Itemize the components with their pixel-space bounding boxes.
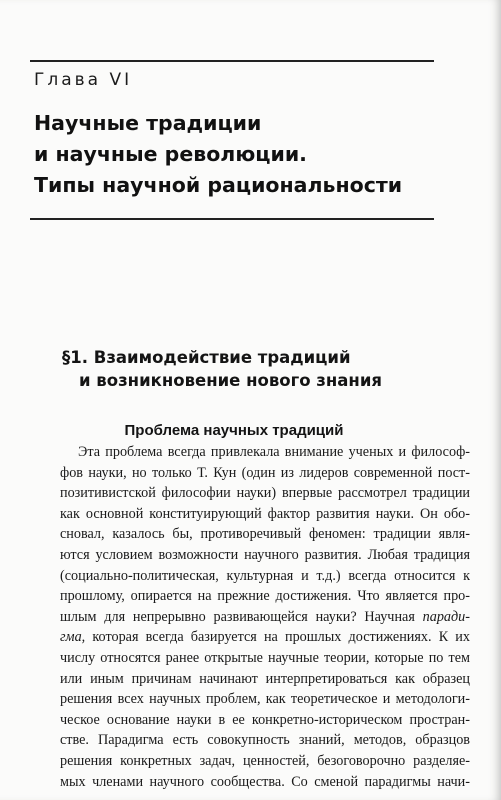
body-line: как основной конституирующий фактор развития науки. Он обо- — [60, 505, 470, 522]
body-line-text: которая всегда базируется на прошлых достижениях. К их — [85, 629, 470, 646]
chapter-title — [34, 108, 454, 201]
body-line: мых членами научного сообщества. Со сменой парадигмы начи- — [60, 773, 470, 790]
subsection-title: Проблема научных традиций — [124, 422, 344, 439]
body-line: (социально-политическая, культурная и т.д.) всегда относится к — [60, 567, 470, 584]
section-title-line-1: §1. Взаимодействие традиций — [62, 348, 351, 367]
body-line: Эта проблема всегда привлекала внимание ученых и философ- — [78, 444, 470, 460]
body-line: ческое основание науки в ее конкретно-историческом простран- — [60, 711, 470, 728]
body-line-text: шлым для непрерывно развивающейся науки? Научная — [60, 608, 423, 625]
body-line: числу относятся ранее открытые научные теории, которые по тем — [60, 649, 470, 666]
body-line: сновал, казалось бы, противоречивый феномен: традиции явля- — [60, 526, 470, 543]
italic-term: гма, — [60, 629, 86, 646]
chapter-title-line-3: Типы научной рациональности — [34, 173, 403, 197]
body-line: ются условием возможности научного развития. Любая традиция — [60, 546, 470, 563]
chapter-title-line-1: Научные традиции — [34, 111, 262, 135]
body-line-with-term — [60, 607, 470, 628]
top-rule — [30, 60, 434, 62]
section-title-line-2: и возникновение нового знания — [79, 371, 382, 390]
chapter-label: Глава VI — [34, 70, 133, 90]
bottom-rule — [30, 218, 434, 220]
body-line: позитивистской философии науки) впервые рассмотрел традиции — [60, 485, 470, 502]
body-line: фов науки, но только Т. Кун (один из лидеров современной пост- — [60, 464, 470, 481]
body-line: стве. Парадигма есть совокупность знаний, методов, образцов — [60, 732, 470, 749]
section-title — [62, 346, 462, 392]
body-line: прошлому, опирается на прежние достижения. Что является про- — [60, 588, 470, 605]
body-paragraph — [60, 442, 470, 792]
body-line-with-term — [60, 627, 470, 648]
italic-term: паради- — [422, 608, 470, 625]
chapter-title-line-2: и научные революции. — [34, 142, 307, 166]
body-line: решения конкретных задач, ценностей, безоговорочно разделяе- — [60, 752, 470, 769]
body-line: или иным причинам начинают интерпретироваться как образец — [60, 670, 470, 687]
body-line: решения всех научных проблем, как теоретическое и методологи- — [60, 691, 470, 708]
